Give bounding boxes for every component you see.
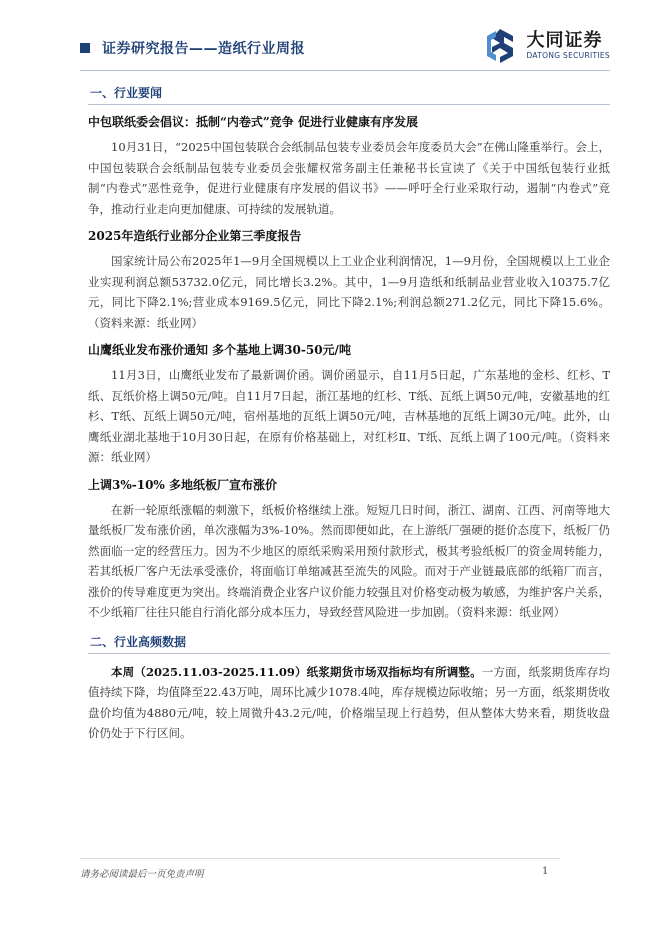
article-text: 11月3日，山鹰纸业发布了最新调价函。调价函显示，自11月5日起，广东基地的金杉、红杉、T纸、瓦纸价格上调50元/吨。自11月7日起，浙江基地的红杉、T纸、瓦纸上调50元/吨，安徽基地的红杉、T纸、瓦纸上调50元/吨，宿州基地的瓦纸上调50元/吨，吉林基地的瓦纸上调30元/吨。此外，山鹰纸业湖北基地于10月30日起，在原有价格基础上，对红杉Ⅱ、T纸、瓦纸上调了100元/吨。（资料来源：纸业网） bbox=[88, 368, 610, 464]
footer-disclaimer: 请务必阅读最后一页免责声明 bbox=[80, 869, 204, 880]
data-summary-lead: 本周（2025.11.03-2025.11.09）纸浆期货市场双指标均有所调整。 bbox=[111, 664, 482, 679]
section-title-news: 一、行业要闻 bbox=[90, 86, 163, 100]
logo-name-en: DATONG SECURITIES bbox=[526, 51, 610, 60]
article-text: 在新一轮原纸涨幅的刺激下，纸板价格继续上涨。短短几日时间，浙江、湖南、江西、河南等地大量纸板厂发布涨价函，单次涨幅为3%-10%。然而即便如此，在上游纸厂强硬的挺价态度下，纸板厂仍然面临一定的经营压力。因为不少地区的原纸采购采用预付款形式，极其考验纸板厂的资金周转能力，若其纸板厂客户无法承受涨价，将面临订单缩减甚至流失的风险。而对于产业链最底部的纸箱厂而言，涨价的传导难度更为突出。终端消费企业客户议价能力较强且对价格变动极为敏感，为维护客户关系，不少纸箱厂往往只能自行消化部分成本压力，导致经营风险进一步加剧。（资料来源：纸业网） bbox=[88, 502, 610, 619]
article-heading: 上调3%-10% 多地纸板厂宣布涨价 bbox=[88, 477, 278, 492]
article-heading: 山鹰纸业发布涨价通知 多个基地上调30-50元/吨 bbox=[88, 343, 351, 357]
data-summary-body: 一方面，纸浆期货库存均值持续下降，均值降至22.43万吨，周环比减少1078.4吨，库存规模边际收缩；另一方面，纸浆期货收盘价均值为4880元/吨，较上周微升43.2元/吨，价格端呈现上行趋势，但从整体大势来看，期货收盘价仍处于下行区间。 bbox=[88, 664, 610, 740]
article-heading: 2025年造纸行业部分企业第三季度报告 bbox=[88, 229, 302, 243]
footer-divider bbox=[80, 858, 560, 859]
page-header bbox=[80, 26, 610, 66]
company-logo bbox=[480, 26, 610, 66]
datong-logo-icon bbox=[480, 26, 520, 66]
data-summary-text bbox=[88, 662, 610, 744]
header-title-group bbox=[80, 38, 305, 58]
article-heading: 中包联纸委会倡议：抵制“内卷式”竞争 促进行业健康有序发展 bbox=[88, 115, 418, 129]
page-number: 1 bbox=[542, 866, 549, 877]
report-body bbox=[88, 80, 610, 744]
header-divider bbox=[80, 70, 610, 71]
header-square-icon bbox=[80, 43, 90, 53]
logo-name-cn: 大同证券 bbox=[526, 30, 603, 51]
section-divider bbox=[88, 653, 610, 654]
article-text: 国家统计局公布2025年1—9月全国规模以上工业企业利润情况，1—9月份，全国规模以上工业企业实现利润总额53732.0亿元，同比增长3.2%。其中，1—9月造纸和纸制品业营业收入10375.7亿元，同比下降2.1%;营业成本9169.5亿元，同比下降2.1%;利润总额271.2亿元，同比下降15.6%。（资料来源：纸业网） bbox=[88, 254, 610, 330]
report-title: 证券研究报告——造纸行业周报 bbox=[102, 41, 305, 57]
section-divider bbox=[88, 104, 610, 105]
section-title-data: 二、行业高频数据 bbox=[90, 634, 187, 649]
article-text: 10月31日，“2025中国包装联合会纸制品包装专业委员会年度委员大会”在佛山隆重举行。会上，中国包装联合会纸制品包装专业委员会张耀权常务副主任兼秘书长宣读了《关于中国纸包装行业抵制“内卷式”恶性竞争，促进行业健康有序发展的倡议书》——呼吁全行业采取行动，遏制“内卷式”竞争，推动行业走向更加健康、可持续的发展轨道。 bbox=[88, 140, 610, 216]
